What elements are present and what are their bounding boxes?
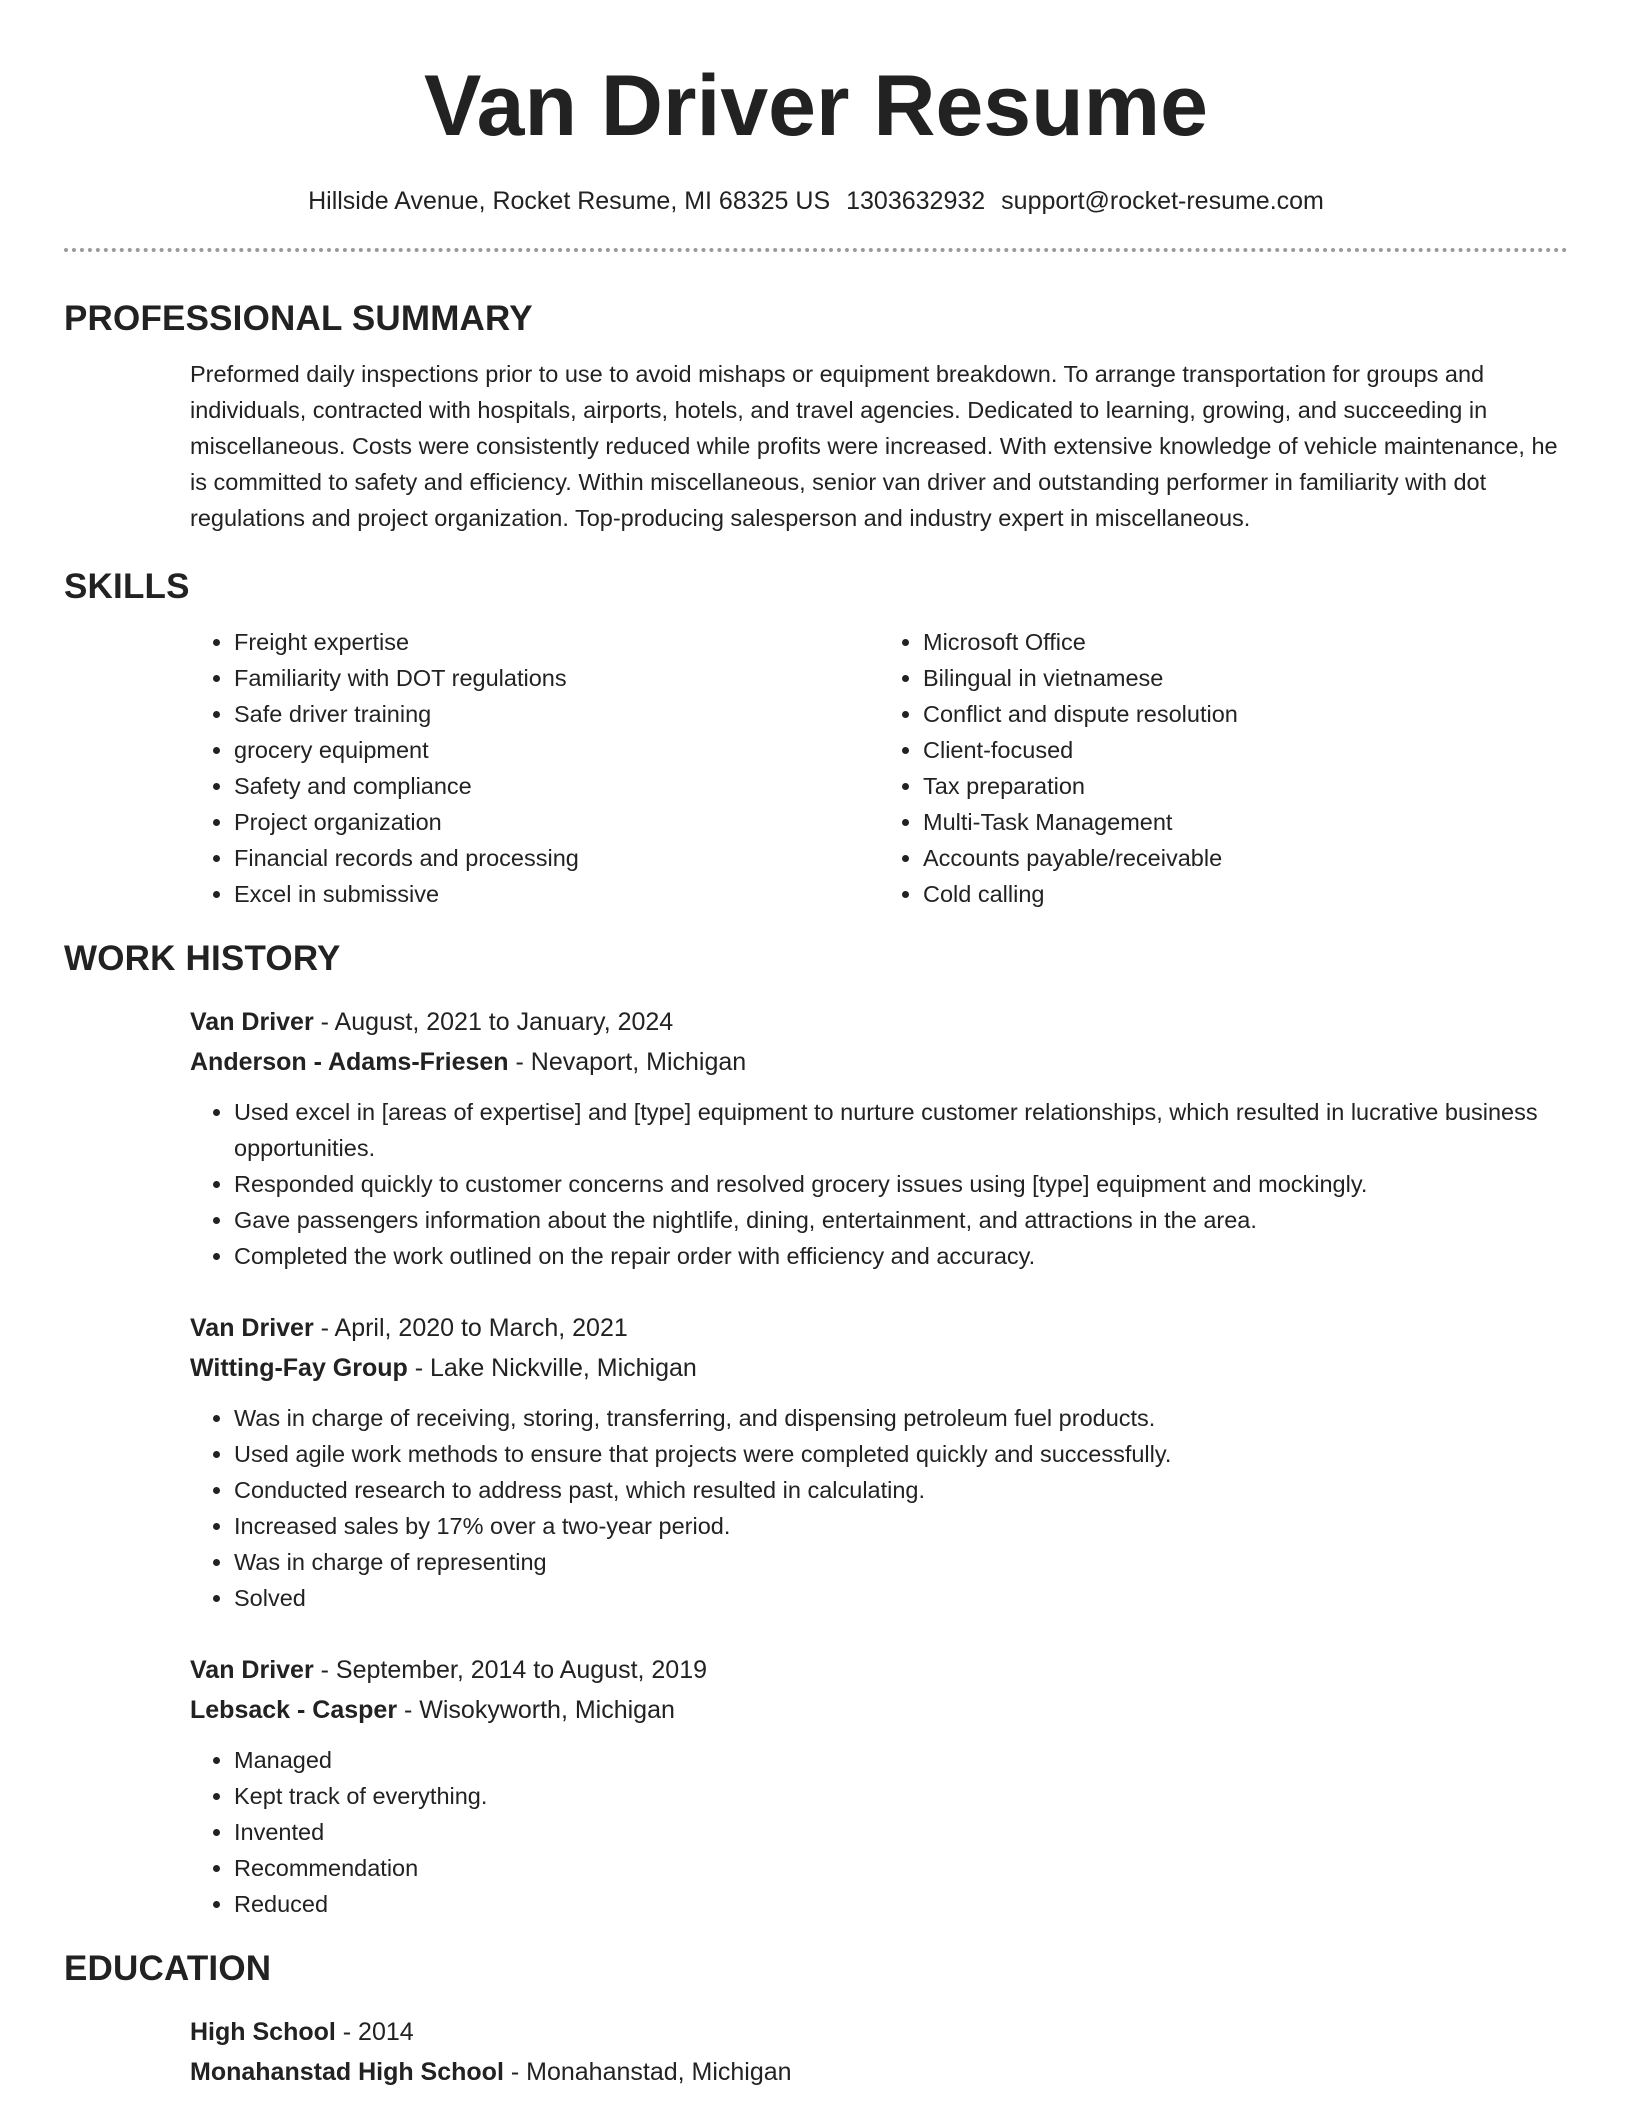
skill-item: • Microsoft Office — [923, 624, 1568, 660]
summary-text: Preformed daily inspections prior to use to avoid mishaps or equipment breakdown. To arrange transportation for groups and individuals, contracted with hospitals, airports, hotels, and travel agencies. Dedicated to learning, growing, and succeeding in miscellaneous. Costs were consistently reduced while profits were increased. With extensive knowledge of vehicle maintenance, he is committed to safety and efficiency. Within miscellaneous, senior van driver and outstanding performer in familiarity with dot regulations and project organization. Top-producing salesperson and industry expert in miscellaneous. — [190, 361, 1558, 531]
job-company-line — [190, 1690, 1568, 1730]
job-bullet: • Recommendation — [234, 1850, 1568, 1886]
job-role: Van Driver — [190, 1656, 314, 1684]
skill-item: • Financial records and processing — [234, 840, 879, 876]
job-bullet: • Used excel in [areas of expertise] and [type] equipment to nurture customer relationships, which resulted in lucrative business opportunities. — [234, 1094, 1568, 1166]
job-company-line — [190, 1042, 1568, 1082]
education-year: - 2014 — [335, 2018, 414, 2046]
job-bullet: • Gave passengers information about the nightlife, dining, entertainment, and attractions in the area. — [234, 1202, 1568, 1238]
section-title-work-history: WORK HISTORY — [64, 939, 341, 978]
skill-item: • Accounts payable/receivable — [923, 840, 1568, 876]
skill-item: • Safe driver training — [234, 696, 879, 732]
resume-title: Van Driver Resume — [424, 58, 1208, 154]
job-location: - Lake Nickville, Michigan — [407, 1354, 697, 1382]
job-bullet: • Used agile work methods to ensure that projects were completed quickly and successfully. — [234, 1436, 1568, 1472]
job-bullet: • Increased sales by 17% over a two-year period. — [234, 1508, 1568, 1544]
education-school: Monahanstad High School — [190, 2058, 504, 2086]
job-role-line — [190, 1002, 1568, 1042]
education-school-line — [190, 2052, 1568, 2092]
skill-item: • Tax preparation — [923, 768, 1568, 804]
job-location: - Wisokyworth, Michigan — [397, 1696, 675, 1724]
education-entry — [190, 2012, 1568, 2092]
skill-item: • Excel in submissive — [234, 876, 879, 912]
job-dates: - September, 2014 to August, 2019 — [313, 1656, 708, 1684]
job-entry — [190, 1650, 1568, 1922]
job-company: Witting-Fay Group — [190, 1354, 408, 1382]
skill-item: • Multi-Task Management — [923, 804, 1568, 840]
education-degree-line — [190, 2012, 1568, 2052]
job-bullet: • Invented — [234, 1814, 1568, 1850]
job-company: Anderson - Adams-Friesen — [190, 1048, 509, 1076]
job-bullet: • Was in charge of receiving, storing, transferring, and dispensing petroleum fuel products. — [234, 1400, 1568, 1436]
job-bullets — [190, 1094, 1568, 1274]
job-bullet: • Responded quickly to customer concerns and resolved grocery issues using [type] equipment and mockingly. — [234, 1166, 1568, 1202]
job-dates: - August, 2021 to January, 2024 — [313, 1008, 674, 1036]
contact-address: Hillside Avenue, Rocket Resume, MI 68325 US — [308, 187, 831, 215]
section-title-summary: PROFESSIONAL SUMMARY — [64, 299, 533, 338]
job-bullet: • Reduced — [234, 1886, 1568, 1922]
job-bullet: • Managed — [234, 1742, 1568, 1778]
job-entry — [190, 1308, 1568, 1616]
job-bullet: • Solved — [234, 1580, 1568, 1616]
skill-item: • Project organization — [234, 804, 879, 840]
job-role-line — [190, 1650, 1568, 1690]
job-bullet: • Kept track of everything. — [234, 1778, 1568, 1814]
job-bullet: • Was in charge of representing — [234, 1544, 1568, 1580]
job-role: Van Driver — [190, 1314, 314, 1342]
skill-item: • Safety and compliance — [234, 768, 879, 804]
skill-item: • Familiarity with DOT regulations — [234, 660, 879, 696]
skills-grid — [190, 624, 1568, 912]
job-bullets — [190, 1742, 1568, 1922]
contact-email: support@rocket-resume.com — [1001, 187, 1324, 215]
job-bullet: • Completed the work outlined on the repair order with efficiency and accuracy. — [234, 1238, 1568, 1274]
skill-item: • Freight expertise — [234, 624, 879, 660]
job-bullet: • Conducted research to address past, which resulted in calculating. — [234, 1472, 1568, 1508]
section-title-education: EDUCATION — [64, 1949, 272, 1988]
skill-item: • Client-focused — [923, 732, 1568, 768]
job-company-line — [190, 1348, 1568, 1388]
job-entry — [190, 1002, 1568, 1274]
job-company: Lebsack - Casper — [190, 1696, 398, 1724]
header-divider — [64, 248, 1568, 252]
skill-item: • Bilingual in vietnamese — [923, 660, 1568, 696]
section-title-skills: SKILLS — [64, 567, 190, 606]
job-location: - Nevaport, Michigan — [508, 1048, 747, 1076]
skill-item: • Conflict and dispute resolution — [923, 696, 1568, 732]
resume-page — [64, 0, 1568, 2092]
education-location: - Monahanstad, Michigan — [503, 2058, 792, 2086]
skills-column-right — [879, 624, 1568, 912]
skill-item: • Cold calling — [923, 876, 1568, 912]
job-role-line — [190, 1308, 1568, 1348]
skill-item: • grocery equipment — [234, 732, 879, 768]
job-bullets — [190, 1400, 1568, 1616]
skills-column-left — [190, 624, 879, 912]
education-degree: High School — [190, 2018, 336, 2046]
job-role: Van Driver — [190, 1008, 314, 1036]
contact-line — [64, 184, 1568, 218]
contact-phone: 1303632932 — [846, 187, 986, 215]
job-dates: - April, 2020 to March, 2021 — [313, 1314, 628, 1342]
